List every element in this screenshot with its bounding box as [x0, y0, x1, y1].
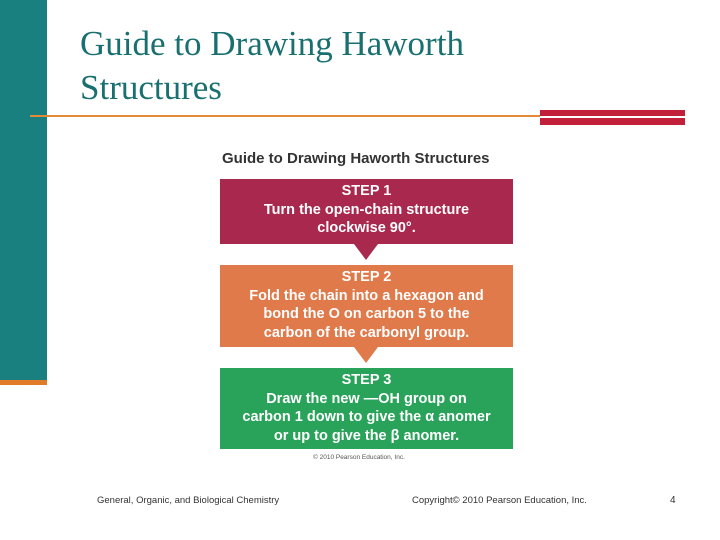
step-3-box	[220, 368, 513, 449]
left-accent-bar	[0, 0, 47, 383]
figure-title: Guide to Drawing Haworth Structures	[222, 150, 490, 167]
step-3-line: Draw the new —OH group on	[266, 390, 467, 407]
step-1-box	[220, 179, 513, 244]
page-number: 4	[670, 495, 676, 506]
step-1-line: Turn the open-chain structure	[263, 201, 470, 218]
footer-course-title: General, Organic, and Biological Chemistry	[97, 495, 280, 506]
step-2-arrow	[354, 347, 378, 363]
step-3-line: or up to give the β anomer.	[273, 427, 460, 444]
step-2-line: carbon of the carbonyl group.	[263, 324, 470, 341]
step-3-line: carbon 1 down to give the α anomer	[242, 409, 491, 425]
step-2-heading: STEP 2	[341, 269, 392, 285]
slide-title-line2: Structures	[80, 68, 222, 107]
footer-copyright: Copyright© 2010 Pearson Education, Inc.	[412, 495, 587, 506]
step-3-heading: STEP 3	[341, 372, 392, 388]
title-underline-accent-bottom	[540, 118, 685, 125]
step-1-arrow	[354, 244, 378, 260]
step-1-heading: STEP 1	[341, 183, 392, 199]
left-accent-stripe	[0, 380, 47, 385]
slide-title-line1: Guide to Drawing Haworth	[80, 24, 464, 63]
title-underline	[30, 115, 540, 117]
step-2-box	[220, 265, 513, 347]
step-2-line: bond the O on carbon 5 to the	[263, 306, 470, 322]
step-1-line: clockwise 90°.	[317, 220, 416, 236]
step-2-line: Fold the chain into a hexagon and	[249, 287, 484, 304]
figure-credit: © 2010 Pearson Education, Inc.	[313, 454, 405, 461]
slide-title	[80, 22, 600, 110]
